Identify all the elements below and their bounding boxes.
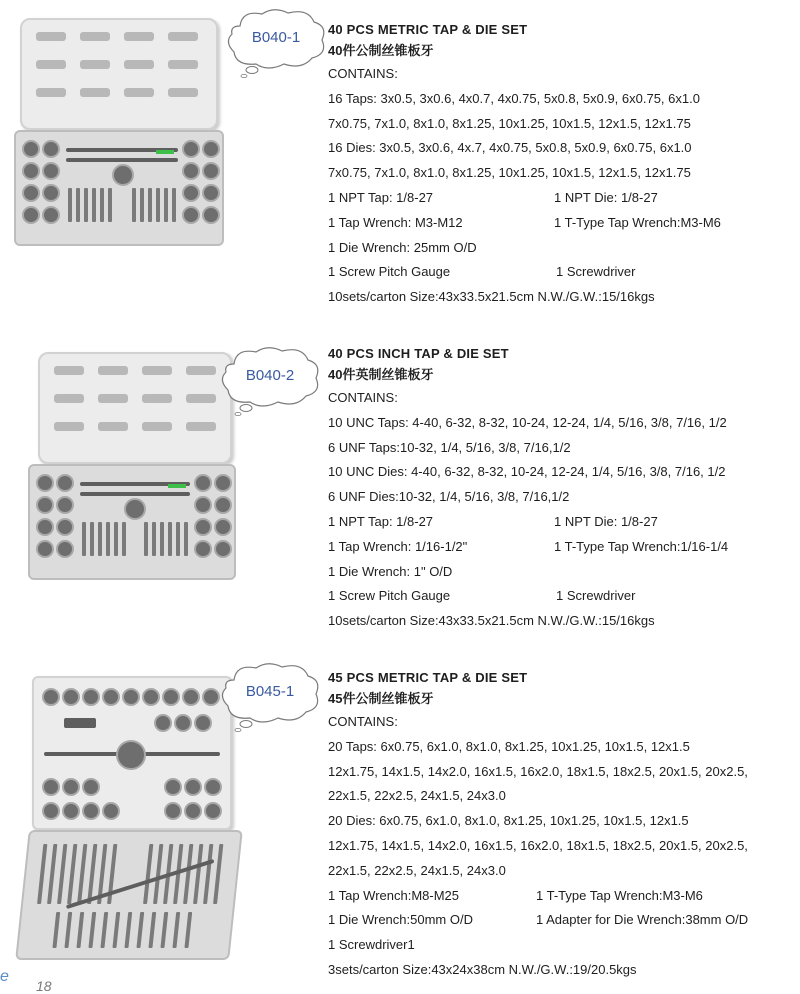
- spec-item: 1 Screwdriver: [556, 264, 636, 280]
- page-corner-mark: e: [0, 968, 9, 985]
- spec-pair: [328, 584, 727, 609]
- spec-item: 1 Die Wrench:50mm O/D: [328, 912, 473, 928]
- product-photo: [14, 346, 224, 586]
- product-photo: [14, 672, 230, 968]
- product-subtitle: 40件公制丝锥板牙: [328, 43, 434, 58]
- spec-line: 12x1.75, 14x1.5, 14x2.0, 16x1.5, 16x2.0, 18x1.5, 18x2.5, 20x1.5, 20x2.5,: [328, 763, 748, 779]
- spec-pair: [328, 933, 748, 958]
- spec-pair: [328, 560, 727, 585]
- spec-item: 1 NPT Die: 1/8-27: [554, 513, 658, 529]
- product-title: 45 PCS METRIC TAP & DIE SET: [328, 670, 528, 685]
- model-code: B040-1: [251, 28, 301, 46]
- spec-item: 1 NPT Tap: 1/8-27: [328, 189, 434, 205]
- model-code-bubble: [222, 6, 330, 78]
- contains-label: CONTAINS:: [328, 66, 398, 81]
- spec-line: 10 UNC Dies: 4-40, 6-32, 8-32, 10-24, 12-24, 1/4, 5/16, 3/8, 7/16, 1/2: [328, 464, 726, 480]
- spec-line: 22x1.5, 22x2.5, 24x1.5, 24x3.0: [328, 862, 506, 878]
- model-code: B040-2: [245, 366, 295, 384]
- spec-item: 1 T-Type Tap Wrench:M3-M6: [554, 214, 721, 230]
- spec-text: [328, 20, 721, 310]
- spec-pair: [328, 186, 700, 211]
- product-title: 40 PCS METRIC TAP & DIE SET: [328, 22, 528, 37]
- spec-pair: [328, 510, 727, 535]
- spec-item: 1 Die Wrench: 1" O/D: [328, 563, 453, 579]
- contains-label: CONTAINS:: [328, 714, 398, 729]
- spec-text: [328, 344, 727, 634]
- spec-line: 10 UNC Taps: 4-40, 6-32, 8-32, 10-24, 12-24, 1/4, 5/16, 3/8, 7/16, 1/2: [328, 414, 727, 430]
- spec-pair: [328, 211, 721, 236]
- spec-item: 1 Screw Pitch Gauge: [328, 588, 451, 604]
- spec-line: 20 Taps: 6x0.75, 6x1.0, 8x1.0, 8x1.25, 10x1.25, 10x1.5, 12x1.5: [328, 738, 690, 754]
- spec-line: 22x1.5, 22x2.5, 24x1.5, 24x3.0: [328, 788, 506, 804]
- packing-info: 3sets/carton Size:43x24x38cm N.W./G.W.:19/20.5kgs: [328, 961, 637, 977]
- spec-pair: [328, 884, 748, 909]
- spec-line: 16 Taps: 3x0.5, 3x0.6, 4x0.7, 4x0.75, 5x0.8, 5x0.9, 6x0.75, 6x1.0: [328, 90, 700, 106]
- spec-item: 1 Screwdriver: [556, 588, 636, 604]
- spec-item: 1 NPT Tap: 1/8-27: [328, 513, 434, 529]
- spec-line: 12x1.75, 14x1.5, 14x2.0, 16x1.5, 16x2.0, 18x1.5, 18x2.5, 20x1.5, 20x2.5,: [328, 837, 748, 853]
- page-number: 18: [36, 978, 52, 994]
- contains-label: CONTAINS:: [328, 390, 398, 405]
- spec-item: 1 NPT Die: 1/8-27: [554, 189, 658, 205]
- product-subtitle: 45件公制丝锥板牙: [328, 691, 434, 706]
- spec-line: 6 UNF Taps:10-32, 1/4, 5/16, 3/8, 7/16,1/2: [328, 439, 571, 455]
- spec-pair: [328, 260, 700, 285]
- spec-pair: [328, 908, 748, 933]
- spec-item: 1 Screw Pitch Gauge: [328, 264, 451, 280]
- packing-info: 10sets/carton Size:43x33.5x21.5cm N.W./G.W.:15/16kgs: [328, 289, 655, 305]
- spec-item: 1 Adapter for Die Wrench:38mm O/D: [536, 912, 749, 928]
- spec-item: 1 T-Type Tap Wrench:M3-M6: [536, 887, 703, 903]
- spec-line: 7x0.75, 7x1.0, 8x1.0, 8x1.25, 10x1.25, 10x1.5, 12x1.5, 12x1.75: [328, 115, 691, 131]
- packing-info: 10sets/carton Size:43x33.5x21.5cm N.W./G.W.:15/16kgs: [328, 613, 655, 629]
- model-code-bubble: [216, 344, 324, 416]
- spec-line: 16 Dies: 3x0.5, 3x0.6, 4x.7, 4x0.75, 5x0.8, 5x0.9, 6x0.75, 6x1.0: [328, 140, 692, 156]
- model-code: B045-1: [245, 682, 295, 700]
- spec-item: 1 Tap Wrench:M8-M25: [328, 887, 460, 903]
- spec-line: 6 UNF Dies:10-32, 1/4, 5/16, 3/8, 7/16,1/2: [328, 489, 570, 505]
- spec-text: [328, 668, 748, 983]
- spec-item: 1 Tap Wrench: 1/16-1/2": [328, 538, 468, 554]
- spec-item: 1 Die Wrench: 25mm O/D: [328, 239, 477, 255]
- spec-item: 1 T-Type Tap Wrench:1/16-1/4: [554, 538, 729, 554]
- spec-pair: [328, 236, 700, 261]
- spec-line: 7x0.75, 7x1.0, 8x1.0, 8x1.25, 10x1.25, 10x1.5, 12x1.5, 12x1.75: [328, 165, 691, 181]
- spec-pair: [328, 535, 727, 560]
- product-subtitle: 40件英制丝锥板牙: [328, 367, 434, 382]
- product-title: 40 PCS INCH TAP & DIE SET: [328, 346, 509, 361]
- product-photo: [14, 12, 224, 252]
- spec-line: 20 Dies: 6x0.75, 6x1.0, 8x1.0, 8x1.25, 10x1.25, 10x1.5, 12x1.5: [328, 813, 689, 829]
- spec-item: 1 Tap Wrench: M3-M12: [328, 214, 463, 230]
- spec-item: 1 Screwdriver1: [328, 937, 415, 953]
- model-code-bubble: [216, 660, 324, 732]
